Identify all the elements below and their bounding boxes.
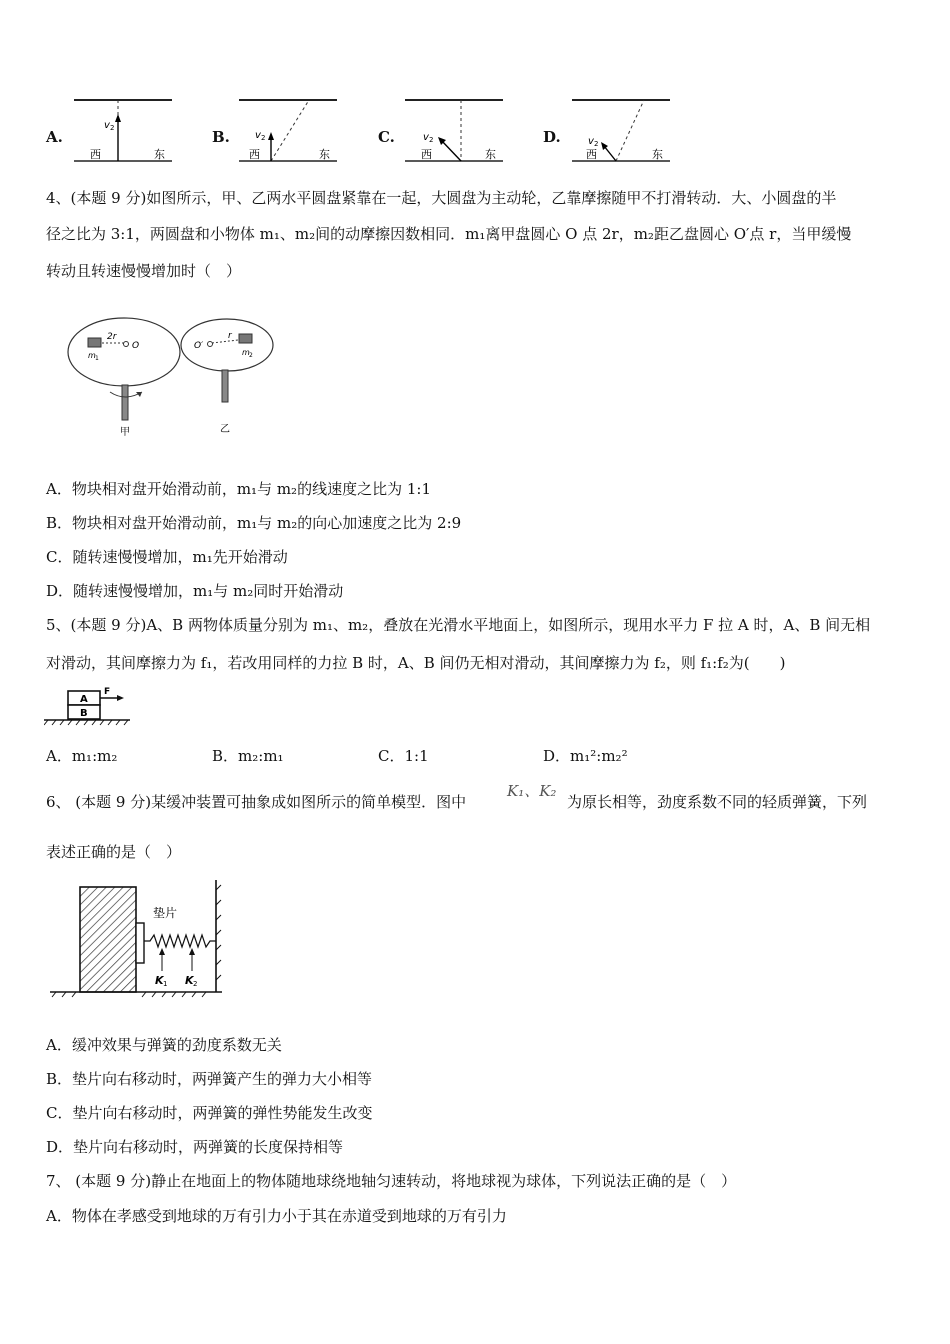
q5-option-c: C．1:1 bbox=[378, 747, 429, 765]
q5-fig-B: B bbox=[80, 708, 88, 719]
q5-stem-line2: 对滑动，其间摩擦力为 f₁，若改用同样的力拉 B 时，A、B 间仍无相对滑动，其间摩擦力为 f₂，则 f₁:f₂为( ) bbox=[46, 654, 786, 672]
q4-disk-figure bbox=[62, 310, 302, 440]
q3-c-west: 西 bbox=[421, 148, 432, 161]
q6-option-b: B．垫片向右移动时，两弹簧产生的弹力大小相等 bbox=[46, 1070, 373, 1088]
q4-fig-jia: 甲 bbox=[120, 427, 130, 438]
q3-a-west: 西 bbox=[90, 148, 101, 161]
q6-fig-K1-sub: 1 bbox=[163, 980, 168, 988]
q7-option-a: A．物体在孝感受到地球的万有引力小于其在赤道受到地球的万有引力 bbox=[46, 1207, 507, 1225]
q6-stem-line1b: 为原长相等，劲度系数不同的轻质弹簧，下列 bbox=[567, 793, 868, 811]
q4-stem-line2: 径之比为 3:1，两圆盘和小物体 m₁、m₂间的动摩擦因数相同．m₁离甲盘圆心 O 点 2r，m₂距乙盘圆心 O′点 r，当甲缓慢 bbox=[46, 225, 852, 243]
q7-stem-line1: 7、 (本题 9 分)静止在地面上的物体随地球绕地轴匀速转动，将地球视为球体，下列说法正确的是（ ） bbox=[46, 1172, 737, 1190]
q3-option-d-label: D. bbox=[543, 128, 561, 146]
q3-c-sub: 2 bbox=[429, 136, 434, 144]
q3-d-east: 东 bbox=[652, 148, 663, 161]
q6-option-a: A．缓冲效果与弹簧的劲度系数无关 bbox=[46, 1036, 282, 1054]
q4-fig-2r: 2r bbox=[107, 332, 117, 342]
q5-stem-line1: 5、(本题 9 分)A、B 两物体质量分别为 m₁、m₂，叠放在光滑水平地面上，如图所示，现用水平力 F 拉 A 时，A、B 间无相 bbox=[46, 616, 871, 634]
q5-blocks-figure bbox=[44, 685, 134, 727]
q3-option-c-label: C. bbox=[378, 128, 395, 146]
q3-b-east: 东 bbox=[319, 148, 330, 161]
q4-fig-m2: m bbox=[242, 348, 250, 357]
q4-fig-r: r bbox=[228, 331, 232, 341]
q6-fig-pad: 垫片 bbox=[153, 906, 178, 920]
q3-a-east: 东 bbox=[154, 148, 165, 161]
q3-option-a-label: A. bbox=[46, 128, 63, 146]
q6-option-d: D．垫片向右移动时，两弹簧的长度保持相等 bbox=[46, 1138, 344, 1156]
q6-k-symbols: K₁、K₂ bbox=[507, 782, 557, 800]
q4-fig-O: O bbox=[132, 341, 140, 351]
q3-b-west: 西 bbox=[249, 148, 260, 161]
q3-c-v: v bbox=[423, 132, 429, 143]
q6-spring-figure bbox=[50, 875, 225, 1000]
q3-a-v: v bbox=[104, 120, 110, 131]
q5-option-d: D．m₁²:m₂² bbox=[543, 747, 628, 765]
q6-option-c: C．垫片向右移动时，两弹簧的弹性势能发生改变 bbox=[46, 1104, 373, 1122]
q6-fig-K2: K bbox=[185, 974, 194, 987]
q3-option-b-label: B. bbox=[212, 128, 230, 146]
q3-d-v: v bbox=[588, 136, 594, 147]
q3-figure-c bbox=[403, 96, 507, 166]
q5-option-b: B．m₂:m₁ bbox=[212, 747, 284, 765]
q4-fig-Oprime: O′ bbox=[194, 341, 204, 351]
q3-d-sub: 2 bbox=[594, 140, 599, 148]
q5-fig-F: F bbox=[104, 687, 111, 697]
q5-fig-A: A bbox=[80, 694, 88, 705]
q4-fig-yi: 乙 bbox=[220, 424, 230, 435]
q4-fig-m1: m bbox=[88, 351, 96, 360]
q6-fig-K2-sub: 2 bbox=[193, 980, 198, 988]
q4-stem-line1: 4、(本题 9 分)如图所示，甲、乙两水平圆盘紧靠在一起，大圆盘为主动轮，乙靠摩擦随甲不打滑转动．大、小圆盘的半 bbox=[46, 189, 837, 207]
q4-option-c: C．随转速慢慢增加，m₁先开始滑动 bbox=[46, 548, 288, 566]
q4-fig-m1-sub: 1 bbox=[95, 355, 99, 362]
q3-a-sub: 2 bbox=[110, 124, 115, 132]
q3-b-sub: 2 bbox=[261, 134, 266, 142]
q4-option-b: B．物块相对盘开始滑动前，m₁与 m₂的向心加速度之比为 2:9 bbox=[46, 514, 462, 532]
q4-option-d: D．随转速慢慢增加，m₁与 m₂同时开始滑动 bbox=[46, 582, 344, 600]
q3-figure-b bbox=[237, 96, 341, 166]
q3-figure-a bbox=[72, 96, 176, 166]
q6-fig-K1: K bbox=[155, 974, 164, 987]
q4-option-a: A．物块相对盘开始滑动前，m₁与 m₂的线速度之比为 1:1 bbox=[46, 480, 431, 498]
q4-stem-line3: 转动且转速慢慢增加时（ ） bbox=[46, 262, 242, 280]
q3-c-east: 东 bbox=[485, 148, 496, 161]
q3-figure-d bbox=[570, 96, 674, 166]
q3-d-west: 西 bbox=[586, 148, 597, 161]
q3-b-v: v bbox=[255, 130, 261, 141]
q4-fig-m2-sub: 2 bbox=[249, 352, 253, 359]
q5-option-a: A．m₁:m₂ bbox=[46, 747, 118, 765]
q6-stem-line1a: 6、 (本题 9 分)某缓冲装置可抽象成如图所示的简单模型．图中 bbox=[46, 793, 467, 811]
q6-stem-line2: 表述正确的是（ ） bbox=[46, 843, 182, 861]
